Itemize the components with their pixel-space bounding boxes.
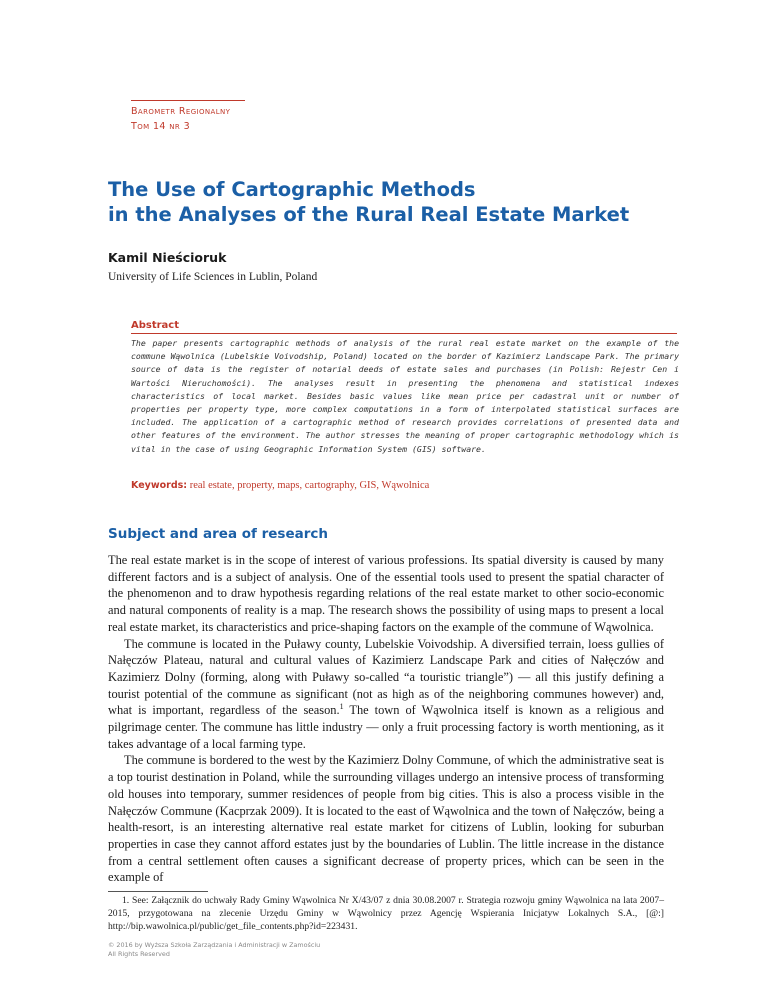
author-name: Kamil Nieścioruk bbox=[108, 250, 227, 265]
paragraph-2-text: The commune is located in the Puławy county, Lubelskie Voivodship. A diversified terrain, loess gullies of Nałęczów Plateau, natural and cultural values of Kazimierz Landscape Park and cities of Nałęczów and Kazimierz Dolny (forming, along with Puławy so-called “a touristic triangle”) — all this justify defining a tourist potential of the commune as significant (not as high as of the neighboring communes however) and, what is important, regardless of the season. bbox=[108, 636, 664, 718]
section-heading: Subject and area of research bbox=[108, 526, 328, 542]
keywords-list: real estate, property, maps, cartography, GIS, Wąwolnica bbox=[189, 480, 430, 491]
footnote-1: 1. See: Załącznik do uchwały Rady Gminy Wąwolnica Nr X/43/07 z dnia 30.08.2007 r. Strategia rozwoju gminy Wąwolnica na lata 2007–2015, przygotowana na zlecenie Urzędu Gminy w Wąwolnicy przez Agencję Wspierania Inicjatyw Lokalnych S.A., [@:] http://bip.wawolnica.pl/public/get_file_contents.php?id=223431. bbox=[108, 895, 664, 932]
abstract-rule bbox=[131, 333, 677, 334]
copyright bbox=[108, 941, 320, 959]
journal-rule bbox=[131, 100, 245, 101]
paragraph-2 bbox=[108, 636, 664, 753]
paragraph-1: The real estate market is in the scope of interest of various professions. Its spatial diversity is caused by many different factors and is a subject of analysis. One of the essential tools used to present the spatial character of the phenomenon and to draw hypothesis regarding relations of the real estate market to other socio-economic and natural components of reality is a map. The research shows the possibility of using maps to present a local real estate market, its characteristics and price-shaping factors on the example of the commune of Wąwolnica. bbox=[108, 553, 664, 634]
abstract-heading: Abstract bbox=[131, 320, 180, 331]
keywords bbox=[131, 480, 429, 491]
abstract-text: The paper presents cartographic methods of analysis of the rural real estate market on the example of the commune Wąwolnica (Lubelskie Voivodship, Poland) located on the border of Kazimierz Landscape Park. The primary source of data is the register of notarial deeds of estate sales and purchases (in Polish: Rejestr Cen i Wartości Nieruchomości). The analyses result in presenting the phenomena and statistical indexes characteristics of local market. Besides basic values like mean price per cadastral unit or number of properties per property type, more complex computations in a form of interpolated statistical surfaces are included. The application of a cartographic method of research provides correlations of presented data and other features of the environment. The author stresses the meaning of proper cartographic methodology which is vital in the case of using Geographic Information System (GIS) software. bbox=[131, 338, 679, 454]
footnote-ref-1[interactable]: 1 bbox=[339, 702, 344, 712]
journal-volume: Tom 14 nr 3 bbox=[131, 121, 191, 132]
footnote-rule bbox=[108, 891, 208, 892]
article-title bbox=[108, 177, 668, 227]
journal-name: Barometr Regionalny bbox=[131, 106, 231, 117]
journal-header bbox=[131, 104, 230, 134]
paragraph-3: The commune is bordered to the west by the Kazimierz Dolny Commune, of which the administrative seat is a top tourist destination in Poland, while the surrounding villages undergo an intensive process of transforming old houses into temporary, summer residences of people from big cities. This is also a process visible in the Nałęczów Commune (Kacprzak 2009). It is located to the east of Wąwolnica and the town of Nałęczów, being a health-resort, is an interesting alternative real estate market for citizens of Lublin, looking for suburban properties in case they cannot afford estates just by the boundaries of Lublin. The little increase in the distance from a central settlement often causes a significant decrease of property prices, which can be seen in the example of bbox=[108, 753, 664, 885]
copyright-line-2: All Rights Reserved bbox=[108, 950, 170, 958]
keywords-label: Keywords: bbox=[131, 480, 188, 491]
paragraph-2-tail: The town of Wąwolnica itself is known as a religious and pilgrimage center. The commune has little industry — only a fruit processing factory is worth mentioning, as it takes advantage of a local farming type. bbox=[108, 703, 664, 751]
copyright-line-1: © 2016 by Wyższa Szkoła Zarządzania i Administracji w Zamościu bbox=[108, 941, 321, 949]
body-text bbox=[108, 552, 664, 886]
title-line-2: in the Analyses of the Rural Real Estate Market bbox=[108, 203, 630, 226]
title-line-1: The Use of Cartographic Methods bbox=[108, 178, 476, 201]
author-affiliation: University of Life Sciences in Lublin, Poland bbox=[108, 271, 318, 283]
